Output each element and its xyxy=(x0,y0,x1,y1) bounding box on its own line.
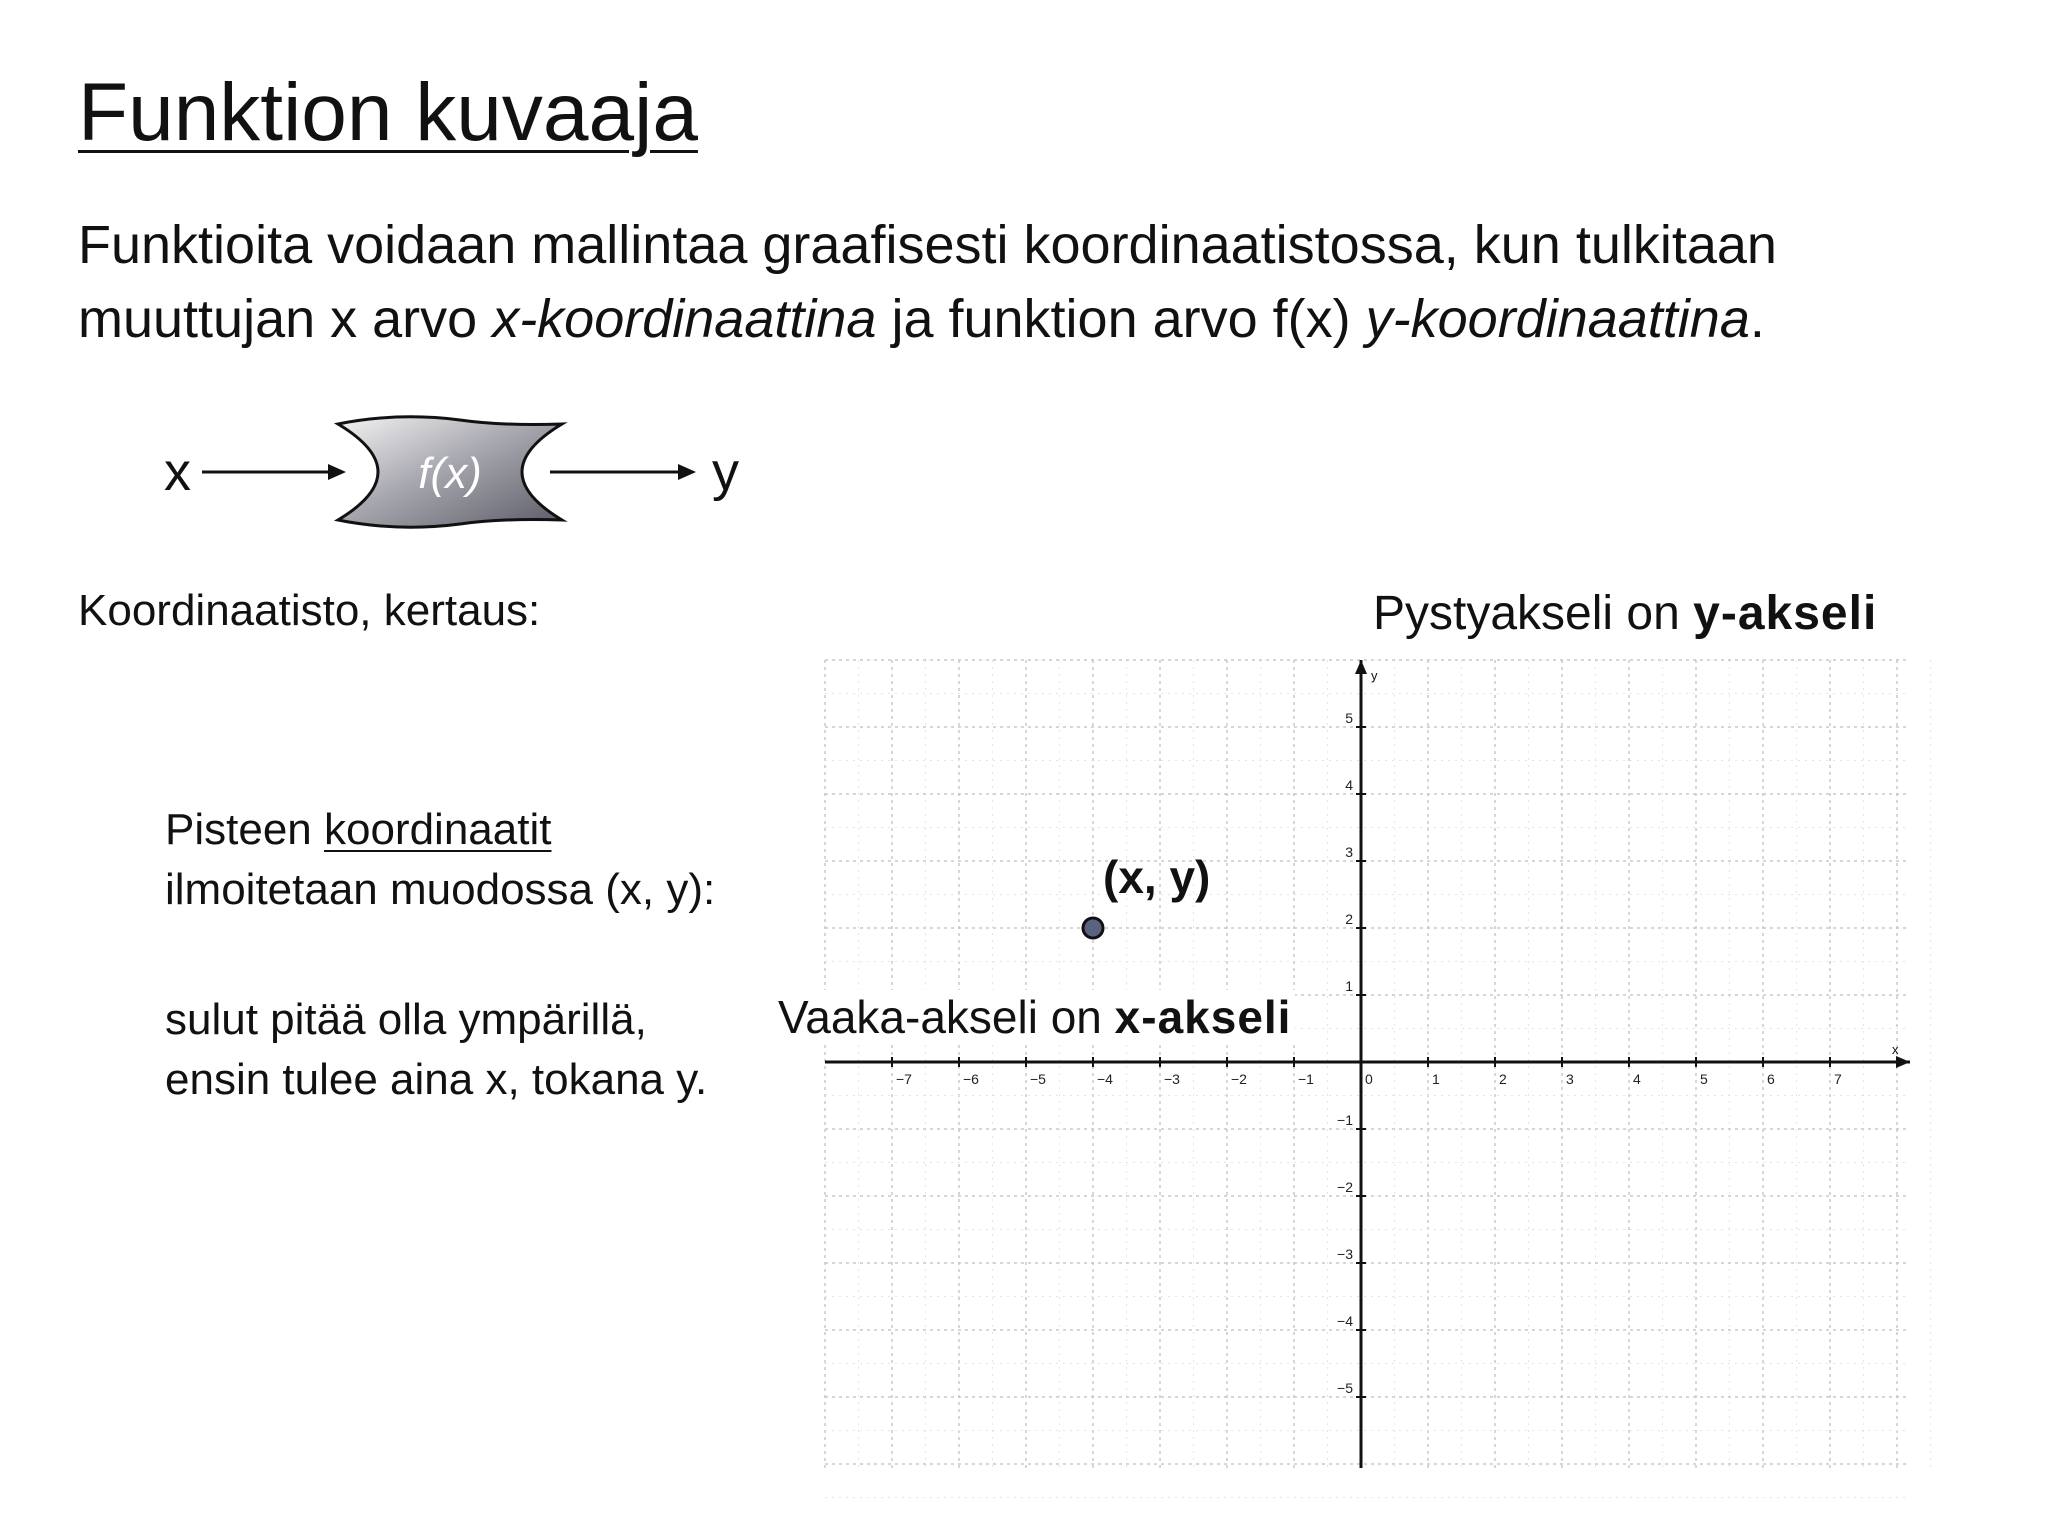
intro-line-2-part-a: muuttujan x arvo xyxy=(78,289,493,349)
y-tick-label: −3 xyxy=(1337,1246,1353,1262)
x-tick-label: 4 xyxy=(1633,1071,1641,1087)
y-tick-label: −1 xyxy=(1337,1112,1353,1128)
point-coordinates-note-line-1 xyxy=(165,800,715,860)
intro-y-coordinate-term: y-koordinaattina xyxy=(1365,289,1750,349)
x-tick-label: −5 xyxy=(1030,1071,1046,1087)
point-coordinates-note-line-2: ilmoitetaan muodossa (x, y): xyxy=(165,865,716,914)
point-coordinates-label: (x, y) xyxy=(1103,851,1211,903)
coordinate-review-heading: Koordinaatisto, kertaus: xyxy=(78,586,541,635)
x-tick-label: −7 xyxy=(896,1071,912,1087)
y-tick-label: 1 xyxy=(1345,978,1353,994)
y-tick-label: 5 xyxy=(1345,710,1353,726)
x-tick-label: −6 xyxy=(963,1071,979,1087)
point-coordinates-note-prefix: Pisteen xyxy=(165,805,324,854)
y-axis-note-term: y-akseli xyxy=(1693,587,1878,640)
y-tick-label: 3 xyxy=(1345,844,1353,860)
x-axis-note-term: x-akseli xyxy=(1114,991,1292,1043)
x-tick-label: −1 xyxy=(1298,1071,1314,1087)
axes xyxy=(825,660,1910,1468)
x-tick-label: −4 xyxy=(1097,1071,1113,1087)
ordering-rule-line-2: ensin tulee aina x, tokana y. xyxy=(165,1055,708,1104)
diagram-input-x-label: x xyxy=(164,442,191,502)
x-tick-label: −3 xyxy=(1164,1071,1180,1087)
y-tick-label: −2 xyxy=(1337,1179,1353,1195)
x-tick-label: 3 xyxy=(1566,1071,1574,1087)
point-coordinates-note xyxy=(165,800,715,920)
y-axis-note-prefix: Pystyakseli on xyxy=(1373,587,1694,640)
x-tick-label: 7 xyxy=(1834,1071,1842,1087)
y-axis-arrow-icon xyxy=(1355,660,1367,674)
ticks xyxy=(892,710,1842,1397)
point-marker xyxy=(1083,918,1103,938)
grid xyxy=(825,660,1931,1498)
intro-line-2-end: . xyxy=(1749,289,1765,349)
y-axis-label: y xyxy=(1371,668,1378,683)
intro-line-1: Funktioita voidaan mallintaa graafisesti koordinaatistossa, kun tulkitaan xyxy=(78,215,1777,275)
x-tick-label: −2 xyxy=(1231,1071,1247,1087)
x-tick-label: 1 xyxy=(1432,1071,1440,1087)
x-tick-label: 6 xyxy=(1767,1071,1775,1087)
plotted-points xyxy=(1083,918,1103,938)
x-axis-note xyxy=(778,990,1295,1044)
y-tick-label: 4 xyxy=(1345,777,1353,793)
x-tick-label: 5 xyxy=(1700,1071,1708,1087)
x-axis-note-prefix: Vaaka-akseli on xyxy=(778,991,1115,1043)
x-tick-label: 2 xyxy=(1499,1071,1507,1087)
y-tick-label: −5 xyxy=(1337,1380,1353,1396)
x-axis-arrow-icon xyxy=(1896,1056,1910,1068)
x-tick-label: 0 xyxy=(1365,1071,1373,1087)
ordering-rule-line-1: sulut pitää olla ympärillä, xyxy=(165,995,647,1044)
diagram-output-y-label: y xyxy=(712,442,739,502)
page-title: Funktion kuvaaja xyxy=(78,67,698,158)
intro-x-coordinate-term: x-koordinaattina xyxy=(492,289,877,349)
x-axis-label: x xyxy=(1892,1042,1899,1057)
ordering-rule-note xyxy=(165,990,707,1110)
y-tick-label: −4 xyxy=(1337,1313,1353,1329)
y-tick-label: 2 xyxy=(1345,911,1353,927)
function-box-label: f(x) xyxy=(418,449,482,498)
y-axis-note xyxy=(1373,586,1877,641)
intro-line-2-part-c: ja funktion arvo f(x) xyxy=(876,289,1366,349)
point-coordinates-note-term: koordinaatit xyxy=(323,805,552,854)
